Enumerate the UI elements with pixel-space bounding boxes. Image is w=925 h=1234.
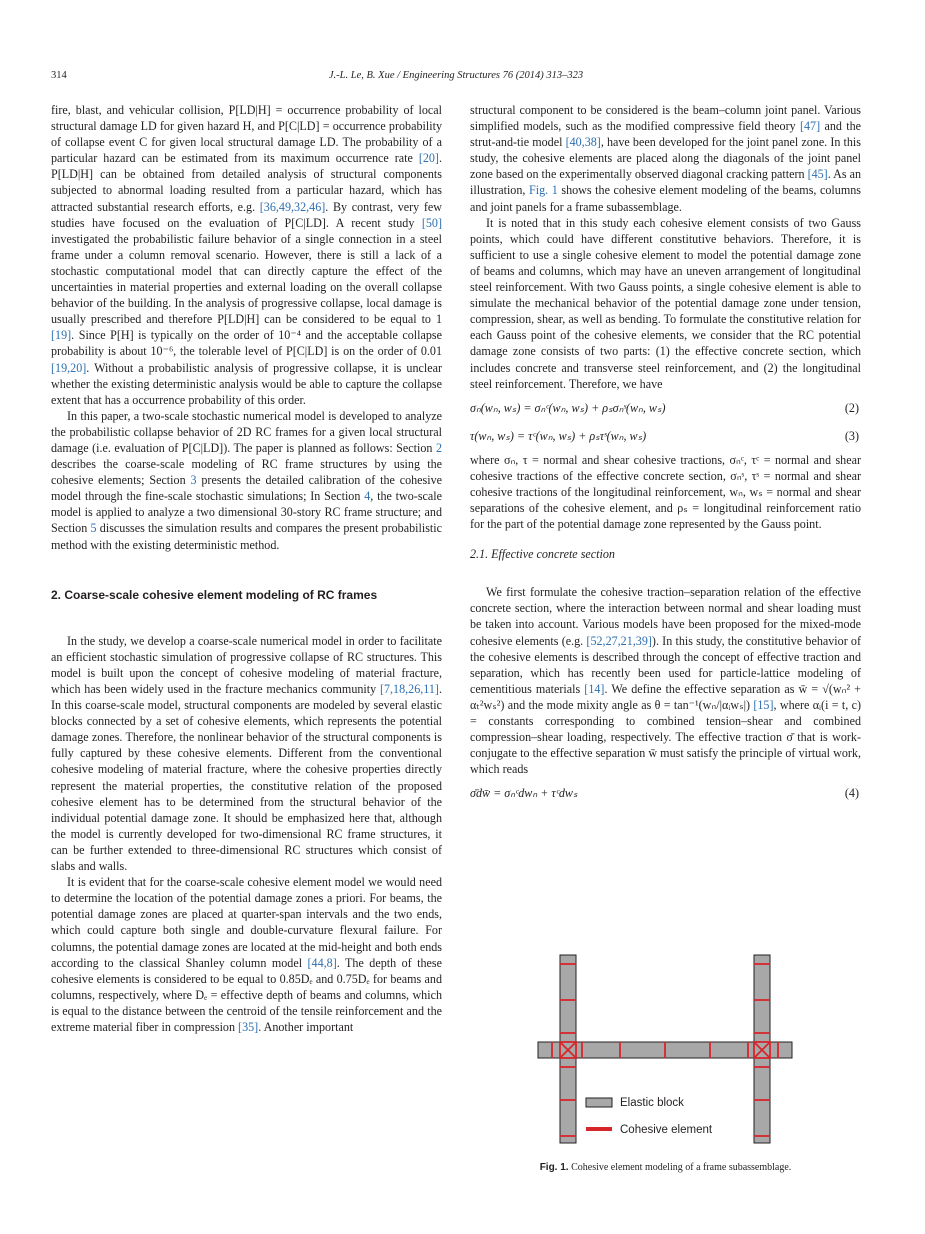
citation-link[interactable]: [45] (807, 167, 828, 182)
citation-link[interactable]: [14] (584, 681, 605, 696)
citation-link[interactable]: [52,27,21,39] (586, 633, 652, 648)
paragraph: In this paper, a two-scale stochastic numerical model is developed to analyze the probabilistic collapse behavior of 2D RC frames for a given local structural damage (i.e. evaluation of P[C|LD]). The paper is planned as follows: Section 2 describes the coarse-scale modeling of RC frame structures by using the cohesive elements; Section 3 presents the detailed calibration of the cohesive model through the fine-scale stochastic simulations; In Section 4, the two-scale model is applied to analyze a two dimensional 30-story RC frame structure; and Section 5 discusses the simulation results and compares the present probabilistic method with the existing deterministic method. (51, 408, 443, 552)
right-column (470, 102, 861, 809)
paragraph: It is evident that for the coarse-scale cohesive element model we would need to determine the location of the potential damage zones a priori. For beams, the potential damage zones are placed at quarter-span intervals and the two ends, which could capture both single and double-curvature flexural failure. For columns, the potential damage zones are located at the mid-height and both ends according to the classical Shanley column model [44,8]. The depth of these cohesive elements is considered to be equal to 0.85Dₑ and 0.75Dₑ for beams and columns, respectively, where Dₑ = effective depth of beams and columns, which is equal to the distance between the centroid of the tensile reinforcement and the extreme material fiber in compression [35]. Another important (51, 875, 442, 1034)
citation-link[interactable]: [47] (799, 119, 821, 134)
citation-link[interactable]: [7,18,26,11] (379, 682, 439, 696)
legend-elastic-label: Elastic block (620, 1097, 684, 1109)
running-header (51, 70, 861, 88)
citation-link[interactable]: [35] (238, 1019, 259, 1034)
citation-link[interactable]: [50] (421, 215, 442, 230)
equation-3: τ(wₙ, wₛ) = τᶜ(wₙ, wₛ) + ρₛτˢ(wₙ, wₛ) (3) (470, 424, 861, 448)
section-link[interactable]: 3 (190, 473, 197, 488)
left-column (51, 102, 442, 1035)
section-link[interactable]: 2 (435, 440, 442, 455)
citation-link[interactable]: [44,8] (307, 955, 337, 970)
legend-cohesive-swatch (586, 1127, 612, 1131)
paragraph: fire, blast, and vehicular collision, P[LD|H] = occurrence probability of local structural damage LD for given hazard H, and P[C|LD] = occurrence probability of collapse event C for given local structural damage LD. The probability of a particular hazard can be estimated from its maximum occurrence rate [20]. P[LD|H] can be obtained from detailed analysis of structural components subjected to abnormal loading resulted from a particular hazard, which has attracted substantial research efforts, e.g. [36,49,32,46]. By contrast, very few studies have focused on the evaluation of P[C|LD]. A recent study [50] investigated the probabilistic failure behavior of a single connection in a steel frame under a column removal scenario. However, there is still a lack of a stochastic computational model that can directly capture the effect of the uncertainties in material properties and external loading on the overall collapse behavior of the building. In the analysis of progressive collapse, local damage is usually prescribed and therefore P[LD|H] can be considered to be equal to 1 [19]. Since P[H] is typically on the order of 10⁻⁴ and the acceptable collapse probability is about 10⁻⁶, the tolerable level of P[C|LD] is on the order of 0.01 [19,20]. Without a probabilistic analysis of progressive collapse, it is unclear whether the existing deterministic analysis would be able to capture the collapse extent that has a occurrence probability of this order. (51, 103, 442, 407)
caption-label: Fig. 1. (539, 1162, 569, 1173)
paragraph: structural component to be considered is the beam–column joint panel. Various simplified models, such as the modified compressive field theory [47] and the strut-and-tie model [40,38], have been developed for the joint panel zone. In this study, the cohesive elements are placed along the diagonals of the joint panel zone based on the experimentally observed diagonal cracking pattern [45]. As an illustration, Fig. 1 shows the cohesive element modeling of the beams, columns and joint panels for a frame subassemblage. (470, 103, 862, 214)
paragraph: It is noted that in this study each cohesive element consists of two Gauss points, which could have different constitutive behaviors. Therefore, it is sufficient to use a single cohesive element to model the potential damage zone of beams and columns, which may have an uneven arrangement of longitudinal steel reinforcement. With two Gauss points, a single cohesive element is able to simulate the mechanical behavior of the potential damage zone under tension, compression, shear, as well as bending. To formulate the constitutive relation for each Gauss point of the cohesive elements, we consider that the RC potential damage zone consists of two parts: (1) the effective concrete section, which includes concrete and transverse steel reinforcement, and (2) the longitudinal steel reinforcement. Therefore, we have (470, 215, 861, 391)
paragraph: where σₙ, τ = normal and shear cohesive tractions, σₙᶜ, τᶜ = normal and shear cohesive tractions of the effective concrete section, σₙˢ, τˢ = normal and shear cohesive tractions of the longitudinal reinforcement, wₙ, wₛ = normal and shear separations of the cohesive element, and ρₛ = longitudinal reinforcement ratio for the part of the potential damage zone represented by the Gauss point. (470, 452, 861, 532)
legend-cohesive-label: Cohesive element (620, 1124, 713, 1136)
paragraph: We first formulate the cohesive traction–separation relation of the effective concrete section, where the interaction between normal and shear loading must be taken into account. Various models have been proposed for the mixed-mode cohesive elements (e.g. [52,27,21,39]). In this study, the constitutive behavior of the cohesive elements is described through the concept of effective traction and separation, which has recently been used for particle-lattice modeling of cementitious materials [14]. We define the effective separation as w̄ = √(wₙ² + αₜ²wₛ²) and the mode mixity angle as θ = tan⁻¹(wₙ/|αᵢwₛ|) [15], where αᵢ(i = t, c) = constants corresponding to combined tension–shear and combined compression–shear loading, respectively. The effective traction σ̄ that is work-conjugate to the effective separation w̄ must satisfy the principle of virtual work, which reads (470, 585, 862, 777)
section-link[interactable]: 4 (364, 489, 371, 504)
section-link[interactable]: 5 (90, 521, 97, 536)
frame-subassemblage-figure (510, 950, 810, 1150)
equation-number: (2) (844, 400, 859, 415)
subsection-title: 2.1. Effective concrete section (470, 547, 615, 562)
citation-link[interactable]: [19] (51, 328, 72, 343)
equation-number: (3) (844, 428, 859, 443)
citation-link[interactable]: [40,38] (565, 135, 601, 150)
legend-elastic-swatch (586, 1098, 612, 1107)
citation-link[interactable]: [19,20] (51, 360, 87, 375)
caption-text: Cohesive element modeling of a frame subassemblage. (568, 1162, 792, 1173)
section-title: 2. Coarse-scale cohesive element modeling of RC frames (51, 587, 378, 602)
citation-link[interactable]: [20] (418, 151, 439, 166)
equation-4: σ̄dw̄ = σₙᶜdwₙ + τᶜdwₛ (4) (470, 781, 861, 805)
paragraph: In the study, we develop a coarse-scale numerical model in order to facilitate an efficient stochastic simulation of progressive collapse of RC structures. This model is built upon the concept of cohesive modeling of material fracture, which has been widely used in the fracture mechanics community [7,18,26,11]. In this coarse-scale model, structural components are modeled by several elastic blocks connected by a set of cohesive elements, which represents the potential damage zones. Therefore, the nonlinear behavior of the structural components is fully captured by these cohesive elements. Different from the conventional cohesive modeling of material fracture, where the cohesive properties directly represent the material properties, the constitutive relation of the proposed cohesive element has to be determined from the structural behavior of the individual potential damage zone. It should be emphasized here that, although the model is currently developed for two-dimensional RC frame structures, it can be further extended to three-dimensional RC structures which consist of slabs and walls. (51, 633, 442, 874)
running-title: J.-L. Le, B. Xue / Engineering Structures 76 (2014) 313–323 (328, 70, 584, 81)
page-number: 314 (51, 70, 67, 81)
equation-2: σₙ(wₙ, wₛ) = σₙᶜ(wₙ, wₛ) + ρₛσₙˢ(wₙ, wₛ) (2) (470, 396, 861, 420)
figure-link[interactable]: Fig. 1 (529, 183, 558, 198)
citation-link[interactable]: [36,49,32,46] (259, 199, 326, 214)
equation-number: (4) (844, 786, 859, 801)
citation-link[interactable]: [15] (753, 697, 774, 712)
figure-caption (470, 1162, 861, 1173)
